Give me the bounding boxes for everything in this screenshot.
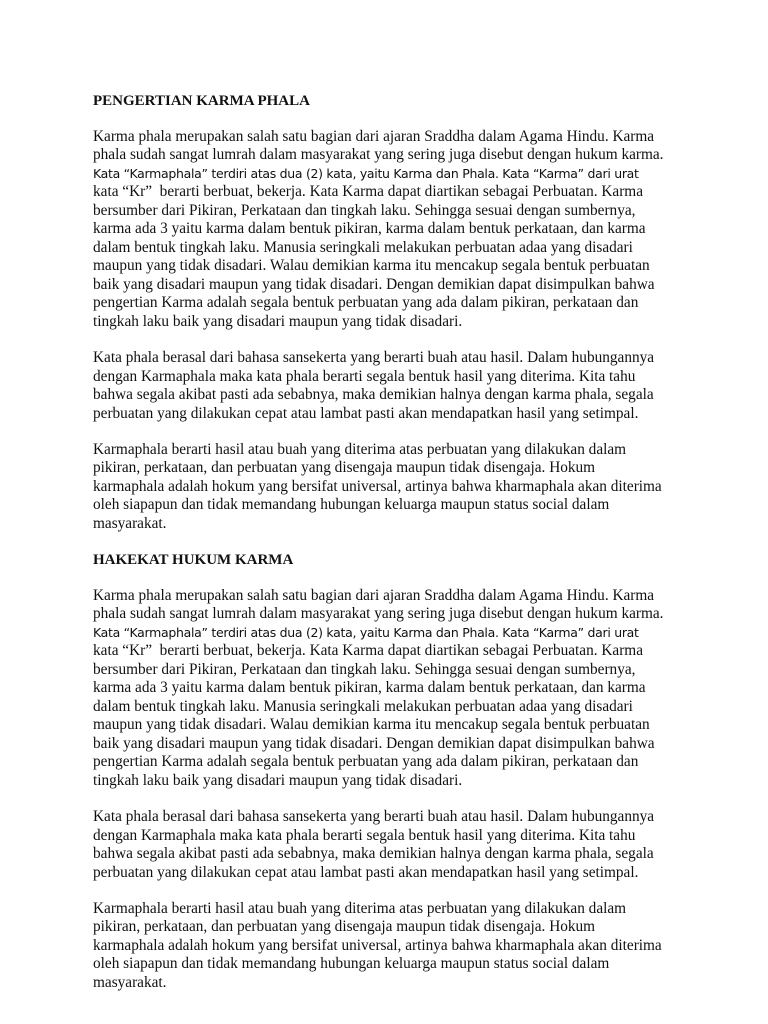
document-page [93, 92, 733, 1010]
text-line: masyarakat. [93, 973, 167, 991]
text-line: phala sudah sangat lumrah dalam masyarakat yang sering juga disebut dengan hukum karma. [93, 605, 664, 623]
text-line: maupun yang tidak disadari. Walau demikian karma itu mencakup segala bentuk perbuatan [93, 257, 650, 275]
text-line: kata “Kr” berarti berbuat, bekerja. Kata Karma dapat diartikan sebagai Perbuatan. Karma [93, 642, 643, 660]
text-line: Kata phala berasal dari bahasa sansekerta yang berarti buah atau hasil. Dalam hubungannya [93, 349, 655, 367]
text-line: karmaphala adalah hokum yang bersifat universal, artinya bahwa kharmaphala akan diterima [93, 936, 662, 954]
text-line: maupun yang tidak disadari. Walau demikian karma itu mencakup segala bentuk perbuatan [93, 716, 650, 734]
text-line: Kata phala berasal dari bahasa sansekerta yang berarti buah atau hasil. Dalam hubungannya [93, 808, 655, 826]
paragraph [93, 349, 733, 423]
text-line: phala sudah sangat lumrah dalam masyarakat yang sering juga disebut dengan hukum karma. [93, 146, 664, 164]
text-line: Kata “Karmaphala” terdiri atas dua (2) kata, yaitu Karma dan Phala. Kata “Karma” dari urat [93, 165, 639, 181]
text-line: Karmaphala berarti hasil atau buah yang diterima atas perbuatan yang dilakukan dalam [93, 440, 627, 458]
text-line: dengan Karmaphala maka kata phala berarti segala bentuk hasil yang diterima. Kita tahu [93, 367, 636, 385]
paragraph [93, 441, 733, 534]
text-line: bersumber dari Pikiran, Perkataan dan tingkah laku. Sehingga sesuai dengan sumbernya, [93, 201, 636, 219]
paragraph [93, 587, 733, 791]
text-line: tingkah laku baik yang disadari maupun yang tidak disadari. [93, 772, 463, 789]
text-line: baik yang disadari maupun yang tidak disadari. Dengan demikian dapat disimpulkan bahwa [93, 734, 655, 752]
text-line: perbuatan yang dilakukan cepat atau lambat pasti akan mendapatkan hasil yang setimpal. [93, 863, 639, 881]
document-section [93, 551, 733, 992]
section-heading: PENGERTIAN KARMA PHALA [93, 93, 310, 109]
text-line: bahwa segala akibat pasti ada sebabnya, maka demikian halnya dengan karma phala, segala [93, 845, 654, 863]
paragraph [93, 128, 733, 332]
text-line: kata “Kr” berarti berbuat, bekerja. Kata Karma dapat diartikan sebagai Perbuatan. Karma [93, 183, 643, 201]
text-line: masyarakat. [93, 514, 167, 532]
text-line: karmaphala adalah hokum yang bersifat universal, artinya bahwa kharmaphala akan diterima [93, 477, 662, 495]
paragraph [93, 808, 733, 882]
text-line: pikiran, perkataan, dan perbuatan yang disengaja maupun tidak disengaja. Hokum [93, 918, 596, 936]
text-line: pikiran, perkataan, dan perbuatan yang disengaja maupun tidak disengaja. Hokum [93, 459, 596, 477]
text-line: pengertian Karma adalah segala bentuk perbuatan yang ada dalam pikiran, perkataan dan [93, 753, 639, 771]
text-line: pengertian Karma adalah segala bentuk perbuatan yang ada dalam pikiran, perkataan dan [93, 294, 639, 312]
document-section [93, 92, 733, 533]
text-line: perbuatan yang dilakukan cepat atau lambat pasti akan mendapatkan hasil yang setimpal. [93, 404, 639, 422]
text-line: dalam bentuk tingkah laku. Manusia seringkali melakukan perbuatan adaa yang disadari [93, 238, 633, 256]
text-line: oleh siapapun dan tidak memandang hubungan keluarga maupun status social dalam [93, 496, 610, 514]
text-line: bahwa segala akibat pasti ada sebabnya, maka demikian halnya dengan karma phala, segala [93, 386, 654, 404]
text-line: dalam bentuk tingkah laku. Manusia seringkali melakukan perbuatan adaa yang disadari [93, 697, 633, 715]
text-line: oleh siapapun dan tidak memandang hubungan keluarga maupun status social dalam [93, 955, 610, 973]
paragraph [93, 900, 733, 993]
text-line: karma ada 3 yaitu karma dalam bentuk pikiran, karma dalam bentuk perkataan, dan karma [93, 679, 646, 697]
text-line: bersumber dari Pikiran, Perkataan dan tingkah laku. Sehingga sesuai dengan sumbernya, [93, 660, 636, 678]
text-line: Karmaphala berarti hasil atau buah yang diterima atas perbuatan yang dilakukan dalam [93, 899, 627, 917]
text-line: baik yang disadari maupun yang tidak disadari. Dengan demikian dapat disimpulkan bahwa [93, 275, 655, 293]
text-line: Karma phala merupakan salah satu bagian dari ajaran Sraddha dalam Agama Hindu. Karma [93, 127, 655, 145]
text-line: tingkah laku baik yang disadari maupun yang tidak disadari. [93, 313, 463, 331]
text-line: karma ada 3 yaitu karma dalam bentuk pikiran, karma dalam bentuk perkataan, dan karma [93, 220, 646, 238]
text-line: dengan Karmaphala maka kata phala berarti segala bentuk hasil yang diterima. Kita tahu [93, 826, 636, 844]
text-line: Kata “Karmaphala” terdiri atas dua (2) kata, yaitu Karma dan Phala. Kata “Karma” dari urat [93, 624, 639, 640]
text-line: Karma phala merupakan salah satu bagian dari ajaran Sraddha dalam Agama Hindu. Karma [93, 586, 655, 604]
section-heading: HAKEKAT HUKUM KARMA [93, 551, 294, 568]
